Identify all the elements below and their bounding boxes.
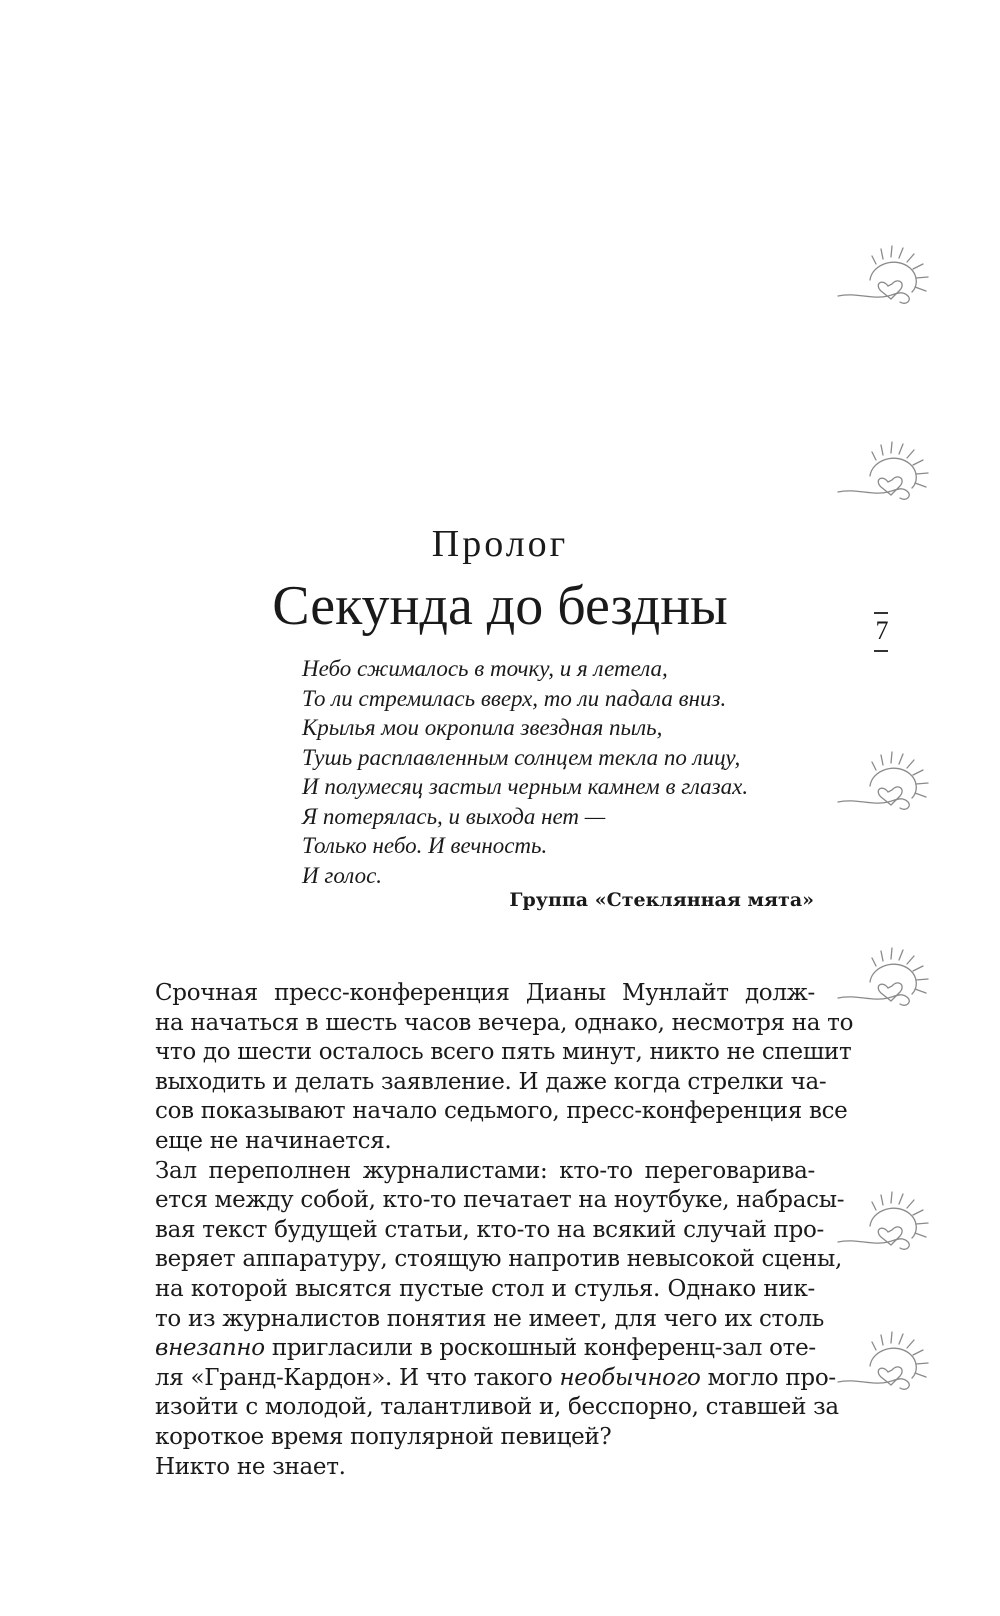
body-line: выходить и делать заявление. И даже когда стрелки ча- bbox=[155, 1068, 827, 1095]
sun-heart-icon bbox=[836, 1320, 966, 1400]
epigraph-line: И полумесяц застыл черным камнем в глазах. bbox=[302, 774, 749, 799]
emphasis-text: внезапно bbox=[155, 1335, 265, 1362]
epigraph bbox=[302, 654, 822, 890]
body-line: Зал переполнен журналистами: кто-то переговарива- bbox=[155, 1157, 815, 1184]
body-line: что до шести осталось всего пять минут, никто не спешит bbox=[155, 1039, 852, 1066]
body-line: на которой высятся пустые стол и стулья. Однако ник- bbox=[155, 1275, 815, 1302]
sun-heart-icon bbox=[836, 1180, 966, 1260]
epigraph-line: Крылья мои окропила звездная пыль, bbox=[302, 715, 663, 740]
body-line: то из журналистов понятия не имеет, для чего их столь bbox=[155, 1305, 825, 1332]
body-line: изойти с молодой, талантливой и, бесспорно, ставшей за bbox=[155, 1394, 839, 1421]
epigraph-line: Я потерялась, и выхода нет — bbox=[302, 803, 606, 829]
epigraph-line: Небо сжималось в точку, и я летела, bbox=[302, 656, 668, 681]
page-number-rule-bottom bbox=[874, 650, 888, 652]
body-line: веряет аппаратуру, стоящую напротив невысокой сцены, bbox=[155, 1246, 842, 1273]
body-line: короткое время популярной певицей? bbox=[155, 1423, 612, 1450]
page-number-rule-top bbox=[874, 612, 888, 614]
body-fragment: ля «Гранд-Кардон». И что такого bbox=[155, 1364, 560, 1391]
chapter-title: Секунда до бездны bbox=[272, 575, 728, 637]
body-line: Никто не знает. bbox=[155, 1453, 346, 1480]
epigraph-source: Группа «Стеклянная мята» bbox=[509, 889, 814, 911]
body-line: еще не начинается. bbox=[155, 1127, 392, 1154]
body-fragment: пригласили в роскошный конференц-зал оте- bbox=[264, 1335, 816, 1362]
sun-heart-icon bbox=[836, 430, 966, 510]
body-line: сов показывают начало седьмого, пресс-конференция все bbox=[155, 1098, 848, 1125]
sun-heart-icon bbox=[836, 936, 966, 1016]
body-line: вая текст будущей статьи, кто-то на всякий случай про- bbox=[155, 1216, 825, 1243]
body-line: ется между собой, кто-то печатает на ноутбуке, набрасы- bbox=[155, 1187, 845, 1214]
chapter-kicker: Пролог bbox=[431, 523, 569, 565]
epigraph-line: То ли стремилась вверх, то ли падала вниз. bbox=[302, 685, 727, 711]
body-line bbox=[155, 1334, 815, 1364]
epigraph-line: Только небо. И вечность. bbox=[302, 833, 548, 858]
emphasis-text: необычного bbox=[559, 1364, 701, 1391]
body-line bbox=[155, 1364, 836, 1394]
epigraph-line: И голос. bbox=[302, 862, 383, 888]
body-fragment: могло про- bbox=[700, 1364, 836, 1391]
page-number: 7 bbox=[875, 616, 889, 645]
body-line: на начаться в шесть часов вечера, однако, несмотря на то bbox=[155, 1009, 854, 1036]
body-text bbox=[155, 979, 854, 1482]
body-line: Срочная пресс-конференция Дианы Мунлайт долж- bbox=[155, 980, 815, 1006]
sun-heart-icon bbox=[836, 234, 966, 314]
epigraph-line: Тушь расплавленным солнцем текла по лицу, bbox=[302, 744, 741, 770]
sun-heart-icon bbox=[836, 740, 966, 820]
